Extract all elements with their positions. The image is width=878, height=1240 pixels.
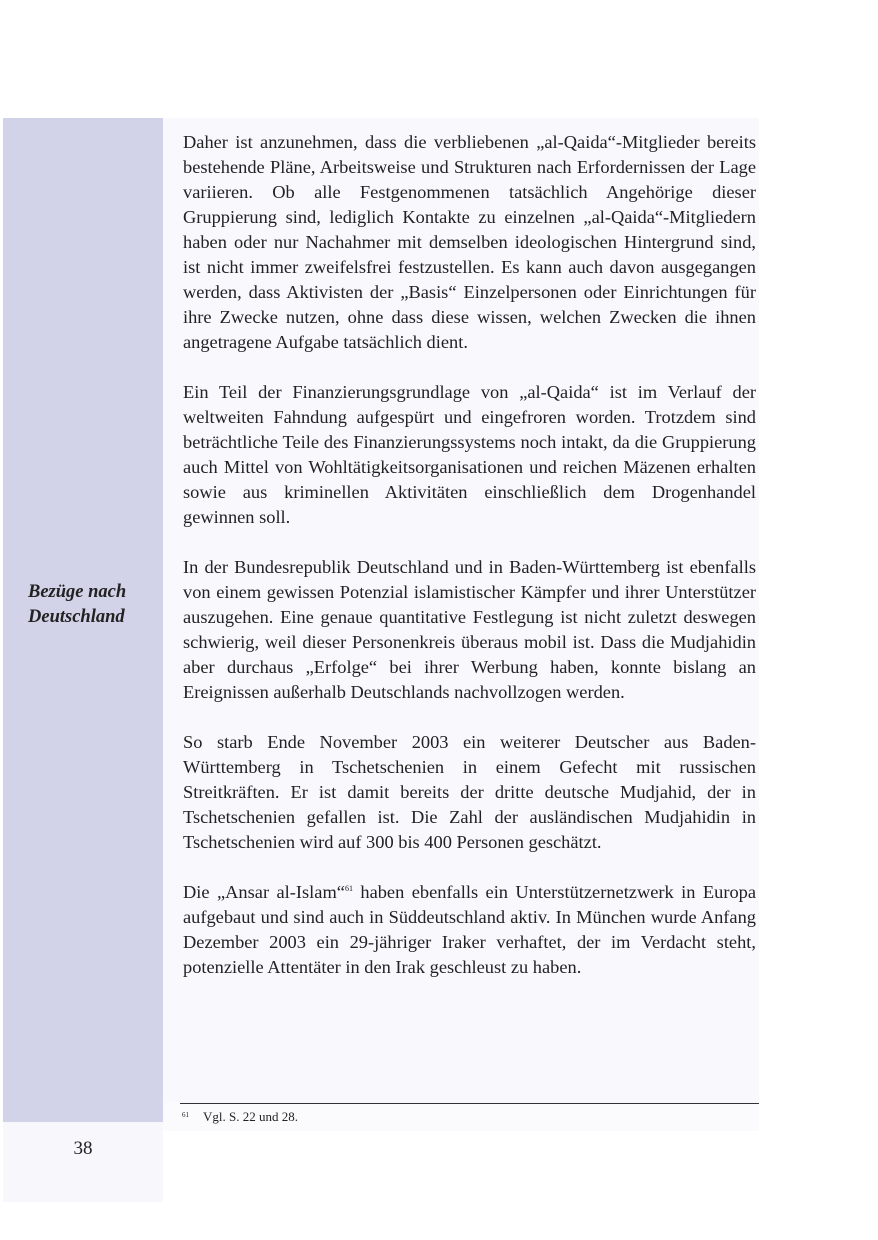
footnote-text: Vgl. S. 22 und 28. xyxy=(203,1109,298,1124)
footnote-divider xyxy=(180,1103,759,1104)
margin-heading-line1: Bezüge nach xyxy=(28,582,127,602)
paragraph-3: In der Bundesrepublik Deutschland und in Baden-Württemberg ist ebenfalls von einem gewissen Potenzial islamistischer Kämpfer und ihrer Unterstützer auszugehen. Eine genaue quantitative Festlegung ist nicht zuletzt deswegen schwierig, weil dieser Personenkreis überaus mobil ist. Dass die Mudjahidin aber durchaus „Erfolge“ bei ihrer Werbung haben, konnte bislang an Ereignissen außerhalb Deutschlands nachvollzogen werden. xyxy=(183,557,756,702)
margin-heading xyxy=(28,580,160,630)
footnote-number: 61 xyxy=(182,1111,189,1119)
margin-heading-line2: Deutschland xyxy=(28,607,125,627)
content-panel xyxy=(163,118,759,1103)
footnote-area xyxy=(163,1103,759,1131)
paragraph-2: Ein Teil der Finanzierungsgrundlage von „al-Qaida“ ist im Verlauf der weltweiten Fahndung aufgespürt und eingefroren worden. Trotzdem sind beträchtliche Teile des Finanzierungssystems noch intakt, da die Gruppierung auch Mittel von Wohltätigkeitsorganisationen und reichen Mäzenen erhalten sowie aus kriminellen Aktivitäten einschließlich dem Drogenhandel gewinnen soll. xyxy=(183,382,756,527)
body-text xyxy=(183,130,756,980)
footnote-reference[interactable]: 61 xyxy=(344,884,353,893)
page-number-box xyxy=(3,1122,163,1202)
paragraph-5-rest: haben ebenfalls ein Unterstützernetzwerk in Europa aufgebaut und sind auch in Süddeutschland aktiv. In München wurde Anfang Dezember 2003 ein 29-jähriger Iraker verhaftet, der im Verdacht steht, potenzielle Attentäter in den Irak geschleust zu haben. xyxy=(183,882,757,977)
paragraph-5 xyxy=(183,880,756,980)
page-number: 38 xyxy=(73,1138,93,1159)
paragraph-1: Daher ist anzunehmen, dass die verbliebenen „al-Qaida“-Mitglieder bereits bestehende Pläne, Arbeitsweise und Strukturen nach Erfordernissen der Lage variieren. Ob alle Festgenommenen tatsächlich Angehörige dieser Gruppierung sind, lediglich Kontakte zu einzelnen „al-Qaida“-Mitgliedern haben oder nur Nachahmer mit demselben ideologischen Hintergrund sind, ist nicht immer zweifelsfrei festzustellen. Es kann auch davon ausgegangen werden, dass Aktivisten der „Basis“ Einzelpersonen oder Einrichtungen für ihre Zwecke nutzen, ohne dass diese wissen, welchen Zwecken die ihnen angetragene Aufgabe tatsächlich dient. xyxy=(183,132,756,352)
paragraph-4: So starb Ende November 2003 ein weiterer Deutscher aus Baden-Württemberg in Tschetschenien in einem Gefecht mit russischen Streitkräften. Er ist damit bereits der dritte deutsche Mudjahid, der in Tschetschenien gefallen ist. Die Zahl der ausländischen Mudjahidin in Tschetschenien wird auf 300 bis 400 Personen geschätzt. xyxy=(183,732,756,852)
footnote xyxy=(182,1109,298,1125)
paragraph-5-start: Die „Ansar al-Islam“ xyxy=(183,882,345,902)
